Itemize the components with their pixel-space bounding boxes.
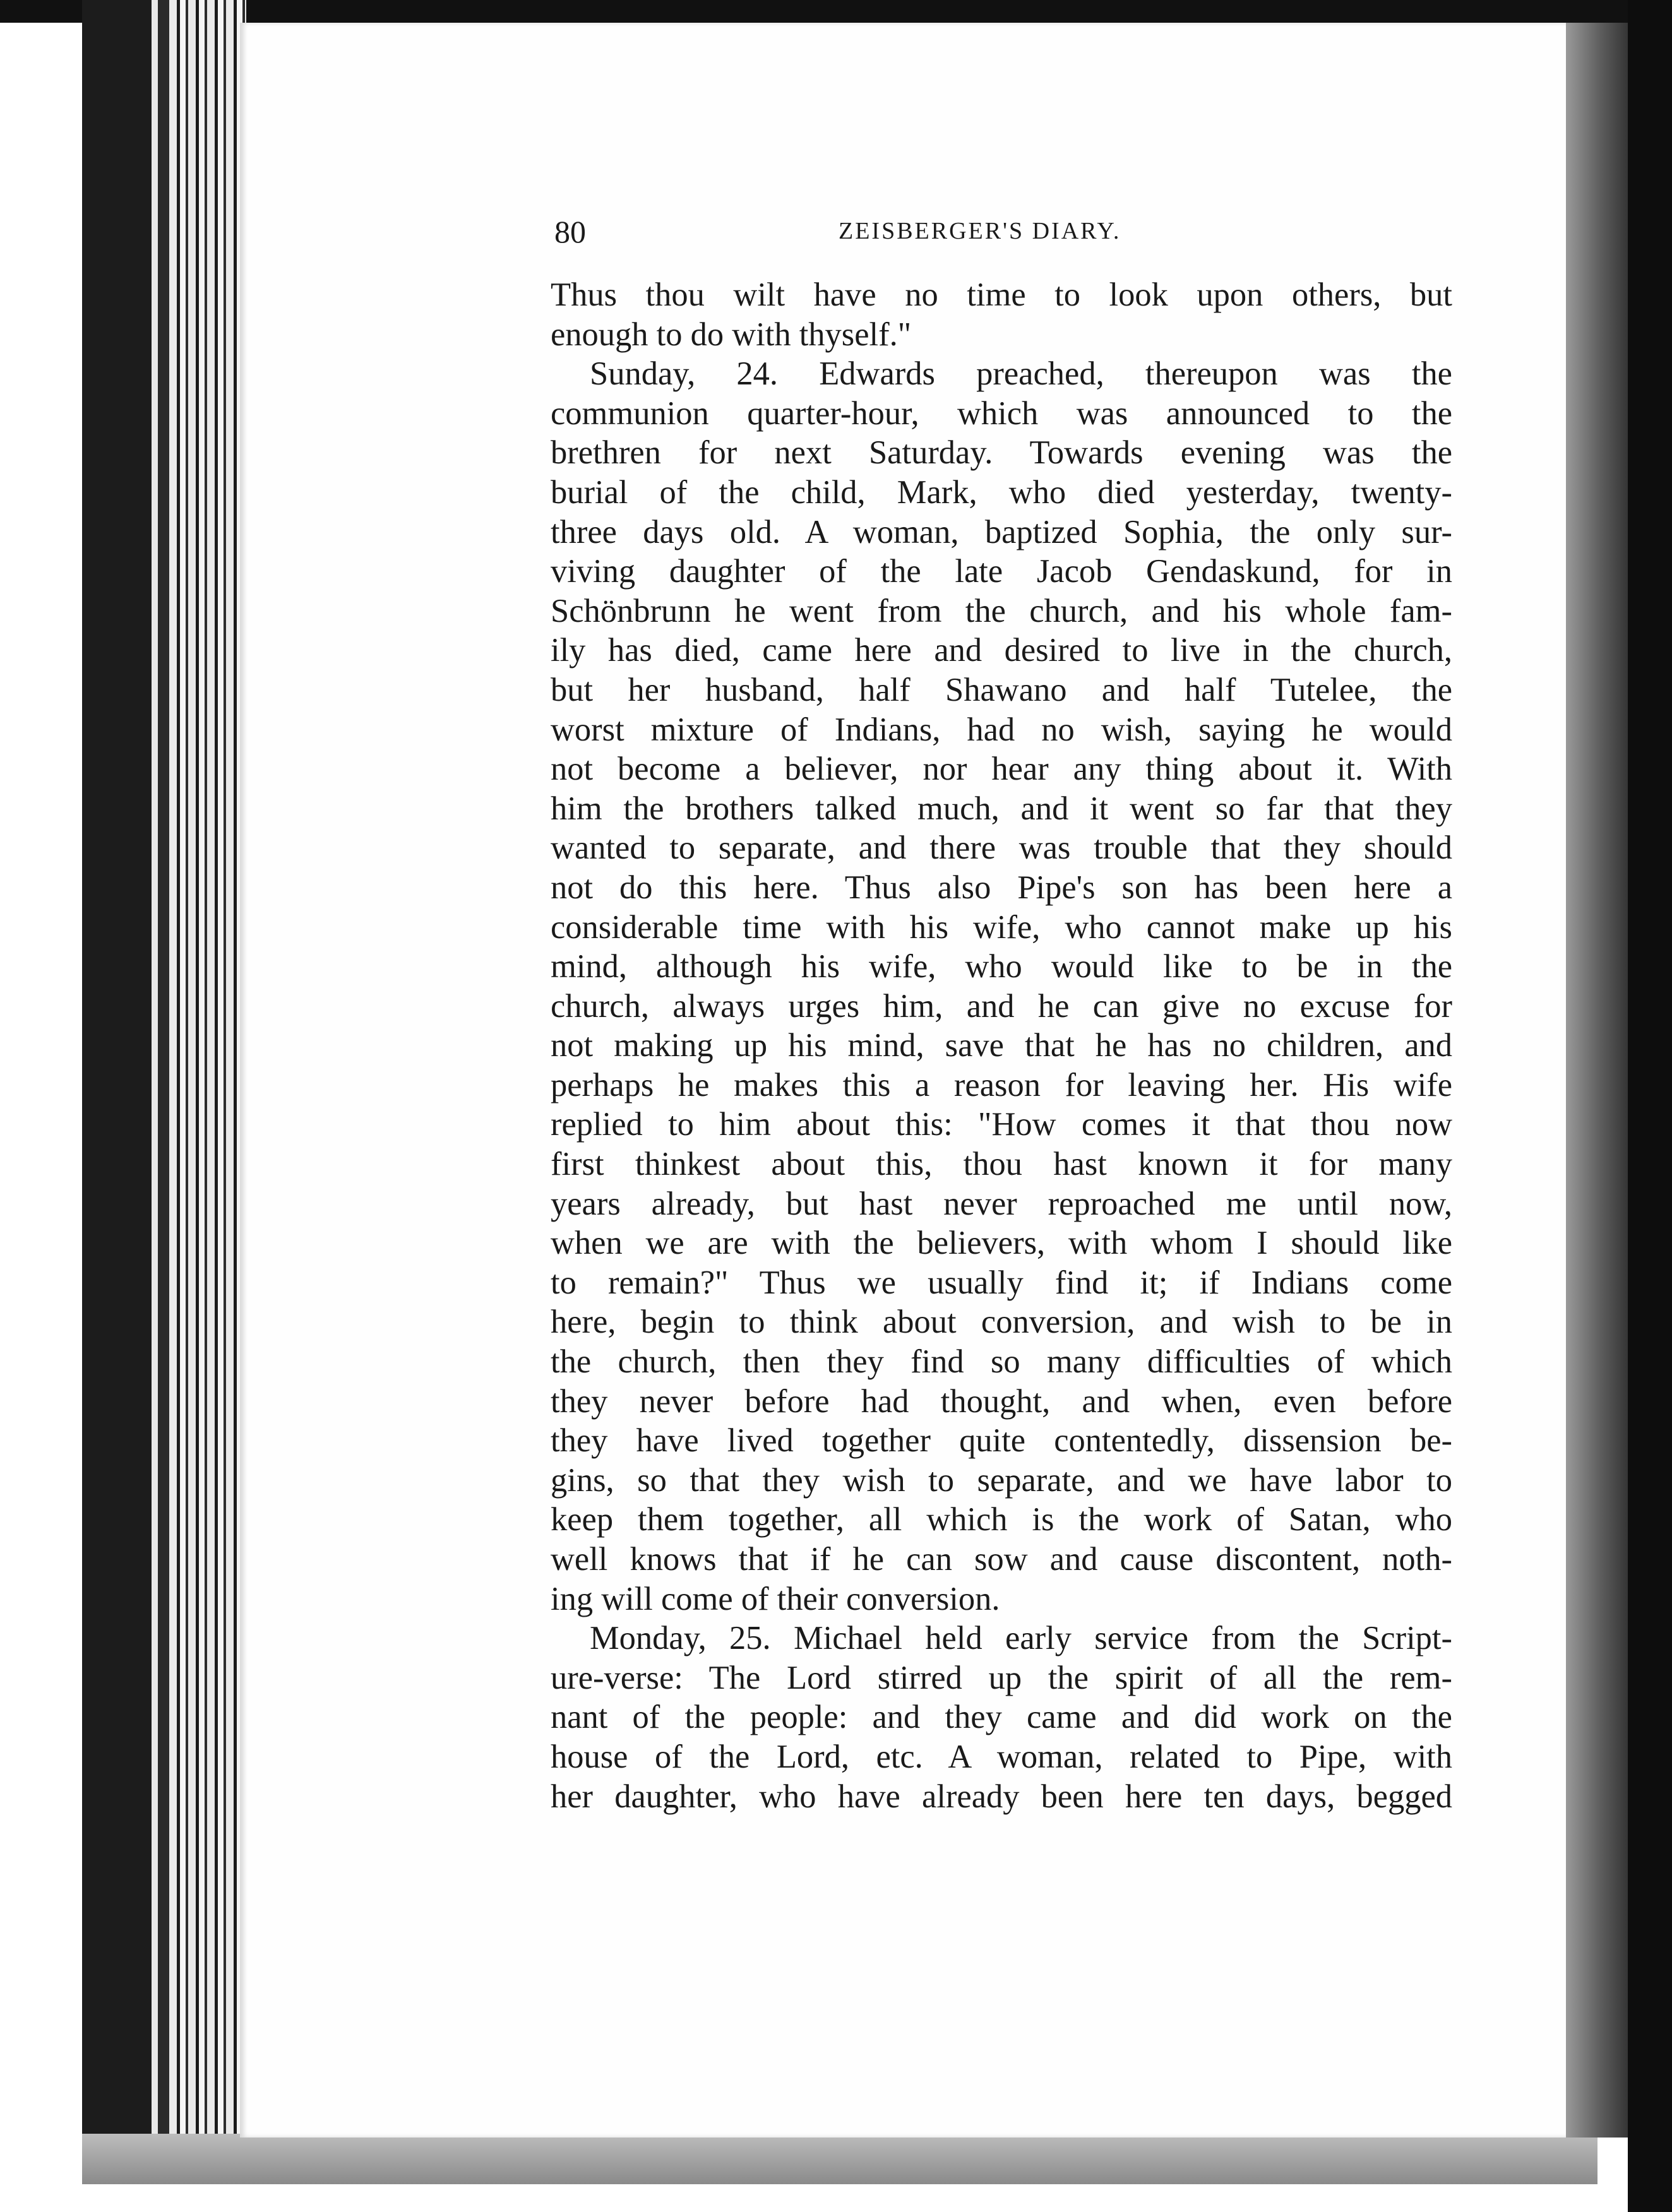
scan-top-border (0, 0, 1672, 23)
text-line: house of the Lord, etc. A woman, related to Pipe, with (551, 1738, 1452, 1775)
text-line: years already, but hast never reproached me until now, (551, 1185, 1452, 1222)
text-line: wanted to separate, and there was trouble that they should (551, 830, 1452, 867)
text-line: not become a believer, nor hear any thing about it. With (551, 751, 1452, 788)
text-line: gins, so that they wish to separate, and we have labor to (551, 1461, 1452, 1499)
text-line: three days old. A woman, baptized Sophia, the only sur- (551, 513, 1452, 550)
text-line: worst mixture of Indians, had no wish, saying he would (551, 711, 1452, 748)
text-line: not making up his mind, save that he has no children, and (551, 1027, 1452, 1064)
text-line: brethren for next Saturday. Towards evening was the (551, 434, 1452, 472)
text-line: ing will come of their conversion. (551, 1580, 1000, 1617)
text-line: Sunday, 24. Edwards preached, thereupon was the (590, 355, 1452, 393)
text-line: perhaps he makes this a reason for leaving her. His wife (551, 1066, 1452, 1103)
text-line: first thinkest about this, thou hast known it for many (551, 1146, 1452, 1183)
text-line: to remain?" Thus we usually find it; if Indians come (551, 1264, 1452, 1301)
text-line: Monday, 25. Michael held early service from the Script- (590, 1620, 1452, 1657)
page-number: 80 (554, 214, 586, 249)
text-line: her daughter, who have already been here ten days, begged (551, 1778, 1452, 1815)
text-line: enough to do with thyself." (551, 316, 912, 353)
page-bottom-edge (82, 2134, 1597, 2184)
text-line: but her husband, half Shawano and half Tutelee, the (551, 671, 1452, 708)
text-line: not do this here. Thus also Pipe's son has been here a (551, 869, 1452, 906)
text-line: him the brothers talked much, and it went so far that they (551, 790, 1452, 827)
text-line: viving daughter of the late Jacob Gendaskund, for in (551, 553, 1452, 590)
text-line: well knows that if he can sow and cause discontent, noth- (551, 1541, 1452, 1578)
text-line: nant of the people: and they came and did work on the (551, 1699, 1452, 1736)
page-edges-line (158, 0, 167, 2184)
text-line: keep them together, all which is the work of Satan, who (551, 1501, 1452, 1538)
scan-right-border (1628, 0, 1672, 2212)
text-line: mind, although his wife, who would like to be in the (551, 948, 1452, 985)
text-line: they never before had thought, and when, even before (551, 1382, 1452, 1420)
book-gutter (1566, 23, 1635, 2138)
text-line: replied to him about this: "How comes it that thou now (551, 1106, 1452, 1143)
text-line: communion quarter-hour, which was announced to the (551, 395, 1452, 432)
text-line: here, begin to think about conversion, and wish to be in (551, 1304, 1452, 1341)
body-text (551, 275, 1452, 1816)
text-line: they have lived together quite contentedly, dissension be- (551, 1422, 1452, 1460)
text-line: Schönbrunn he went from the church, and his whole fam- (551, 592, 1452, 629)
page-header (554, 213, 1451, 264)
text-line: ure-verse: The Lord stirred up the spirit of all the rem- (551, 1659, 1452, 1696)
running-head: ZEISBERGER'S DIARY. (839, 218, 1121, 244)
text-line: Thus thou wilt have no time to look upon others, but (551, 276, 1452, 313)
text-line: when we are with the believers, with whom I should like (551, 1225, 1452, 1262)
text-line: burial of the child, Mark, who died yesterday, twenty- (551, 473, 1452, 511)
page-edges-shadow (82, 0, 152, 2184)
text-line: the church, then they find so many difficulties of which (551, 1343, 1452, 1381)
text-line: ily has died, came here and desired to live in the church, (551, 632, 1452, 669)
text-line: considerable time with his wife, who cannot make up his (551, 908, 1452, 946)
text-line: church, always urges him, and he can give no excuse for (551, 987, 1452, 1025)
